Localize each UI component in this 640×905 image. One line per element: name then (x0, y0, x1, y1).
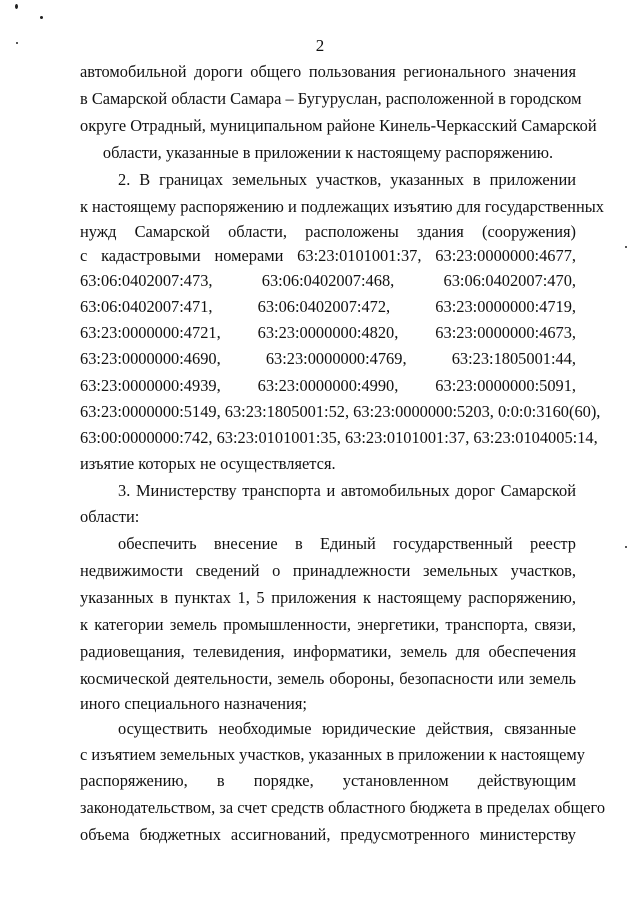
text-line: космической деятельности, земель обороны, безопасности или земель (80, 669, 576, 688)
text-line: 63:06:0402007:471, 63:06:0402007:472, 63:23:0000000:4719, (80, 297, 576, 316)
text-line: в Самарской области Самара – Бугуруслан, расположенной в городском (80, 89, 582, 108)
scan-speck (625, 246, 627, 248)
text-line: радиовещания, телевидения, информатики, земель для обеспечения (80, 642, 576, 661)
text-line: указанных в пунктах 1, 5 приложения к настоящему распоряжению, (80, 588, 576, 607)
scan-speck (40, 16, 43, 19)
text-line: 63:23:0000000:4721, 63:23:0000000:4820, 63:23:0000000:4673, (80, 323, 576, 342)
page-number: 2 (315, 36, 325, 55)
text-line: 63:00:0000000:742, 63:23:0101001:35, 63:23:0101001:37, 63:23:0104005:14, (80, 428, 598, 447)
text-line: иного специального назначения; (80, 694, 307, 713)
text-line: с изъятием земельных участков, указанных в приложении к настоящему (80, 745, 585, 764)
text-line: распоряжению, в порядке, установленном действующим (80, 771, 576, 790)
text-line: области, указанные в приложении к настоящему распоряжению. (102, 143, 554, 162)
text-line: осуществить необходимые юридические действия, связанные (118, 719, 576, 738)
text-line: 63:23:0000000:5149, 63:23:1805001:52, 63:23:0000000:5203, 0:0:0:3160(60), (80, 402, 601, 421)
text-line: 63:23:0000000:4939, 63:23:0000000:4990, 63:23:0000000:5091, (80, 376, 576, 395)
text-line: нужд Самарской области, расположены здания (сооружения) (80, 222, 576, 241)
text-line: объема бюджетных ассигнований, предусмотренного министерству (80, 825, 576, 844)
text-line: 3. Министерству транспорта и автомобильных дорог Самарской (118, 481, 576, 500)
text-line: к настоящему распоряжению и подлежащих изъятию для государственных (80, 197, 604, 216)
text-line: 63:23:0000000:4690, 63:23:0000000:4769, 63:23:1805001:44, (80, 349, 576, 368)
text-line: обеспечить внесение в Единый государственный реестр (118, 534, 576, 553)
text-line: 63:06:0402007:473, 63:06:0402007:468, 63:06:0402007:470, (80, 271, 576, 290)
text-line: законодательством, за счет средств областного бюджета в пределах общего (80, 798, 606, 817)
text-line: изъятие которых не осуществляется. (80, 454, 336, 473)
text-line: 2. В границах земельных участков, указанных в приложении (118, 170, 576, 189)
text-line: к категории земель промышленности, энергетики, транспорта, связи, (80, 615, 576, 634)
text-line: области: (80, 507, 140, 526)
text-line: автомобильной дороги общего пользования регионального значения (80, 62, 576, 81)
text-line: округе Отрадный, муниципальном районе Кинель-Черкасский Самарской (80, 116, 597, 135)
text-line: с кадастровыми номерами 63:23:0101001:37, 63:23:0000000:4677, (80, 246, 576, 265)
scan-speck (625, 546, 627, 548)
text-line: недвижимости сведений о принадлежности земельных участков, (80, 561, 576, 580)
scan-speck (15, 4, 18, 9)
